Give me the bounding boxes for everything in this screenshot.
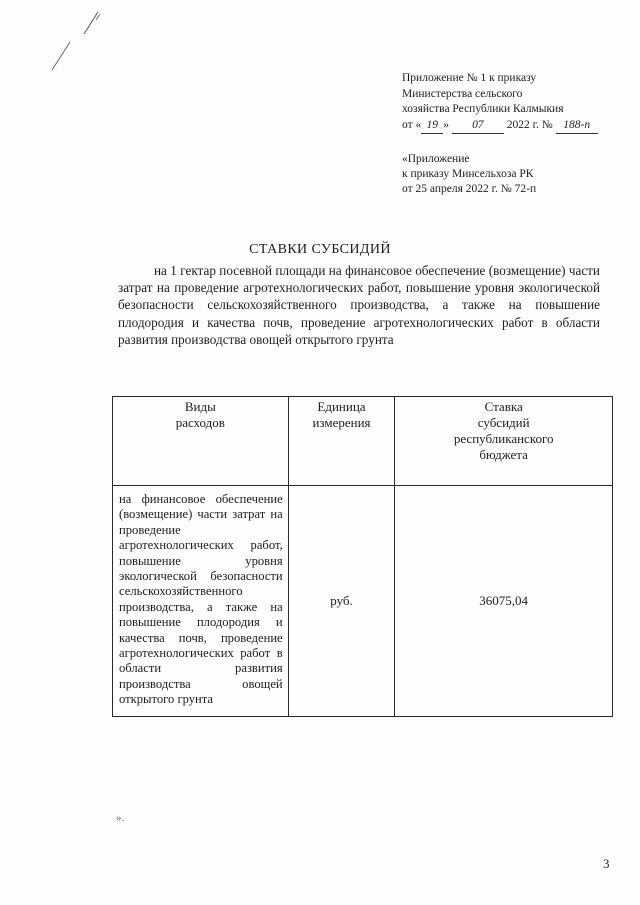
header-text: бюджета (479, 447, 528, 462)
annex-date-mid: » (443, 118, 449, 131)
prior-annex-line-2: к приказу Минсельхоза РК (402, 168, 534, 180)
annex-date-line (402, 118, 602, 135)
annex-date-month: 07 (452, 118, 504, 135)
closing-quote-mark: ». (116, 812, 125, 824)
row-rate: 36075,04 (395, 486, 613, 717)
subsidy-rates-table (112, 396, 613, 717)
header-text: Единица (317, 399, 366, 414)
row-description (113, 486, 289, 717)
annex-order-number: 188-п (556, 118, 598, 135)
annex-line-2: Министерства сельского (402, 87, 523, 100)
annex-line-3: хозяйства Республики Калмыкия (402, 103, 564, 115)
document-title: СТАВКИ СУБСИДИЙ (249, 242, 391, 257)
row-description-text: на финансовое обеспечение (возмещение) части затрат на проведение агротехнологических работ, повышение уровня экологической безопасности сельскохозяйственного производства, а также на повышение плодородия и качества почв, проведение агротехнологических работ в области развития производства овощей открытого грунта (119, 492, 283, 707)
prior-annex-line-1: «Приложение (402, 153, 470, 165)
annex-line-1: Приложение № 1 к приказу (402, 72, 537, 84)
header-expense-types (113, 397, 289, 486)
header-text: Ставка (484, 399, 523, 414)
annex-date-year: 2022 г. № (506, 118, 553, 131)
pen-scribble-mark (40, 8, 110, 78)
order-annex-header (402, 71, 602, 134)
row-unit: руб. (288, 486, 395, 717)
prior-annex-reference (402, 152, 602, 197)
table-row (113, 486, 613, 717)
header-rate (395, 397, 613, 486)
prior-annex-line-3: от 25 апреля 2022 г. № 72-п (402, 183, 537, 195)
header-text: субсидий (477, 415, 530, 430)
document-lead-paragraph: на 1 гектар посевной площади на финансовое обеспечение (возмещение) части затрат на проведение агротехнологических работ, повышение уровня экологической безопасности сельскохозяйственного производства, а также на повышение плодородия и качества почв, проведение агротехнологических работ в области развития производства овощей открытого грунта (118, 263, 600, 347)
page-number: 3 (603, 856, 610, 871)
header-text: Виды (184, 399, 216, 414)
header-text: республиканского (453, 431, 554, 446)
annex-date-prefix: от « (402, 118, 422, 131)
header-text: измерения (312, 415, 371, 430)
header-unit (288, 397, 395, 486)
header-text: расходов (175, 415, 225, 430)
table-header-row (113, 397, 613, 486)
annex-date-day: 19 (421, 118, 443, 135)
